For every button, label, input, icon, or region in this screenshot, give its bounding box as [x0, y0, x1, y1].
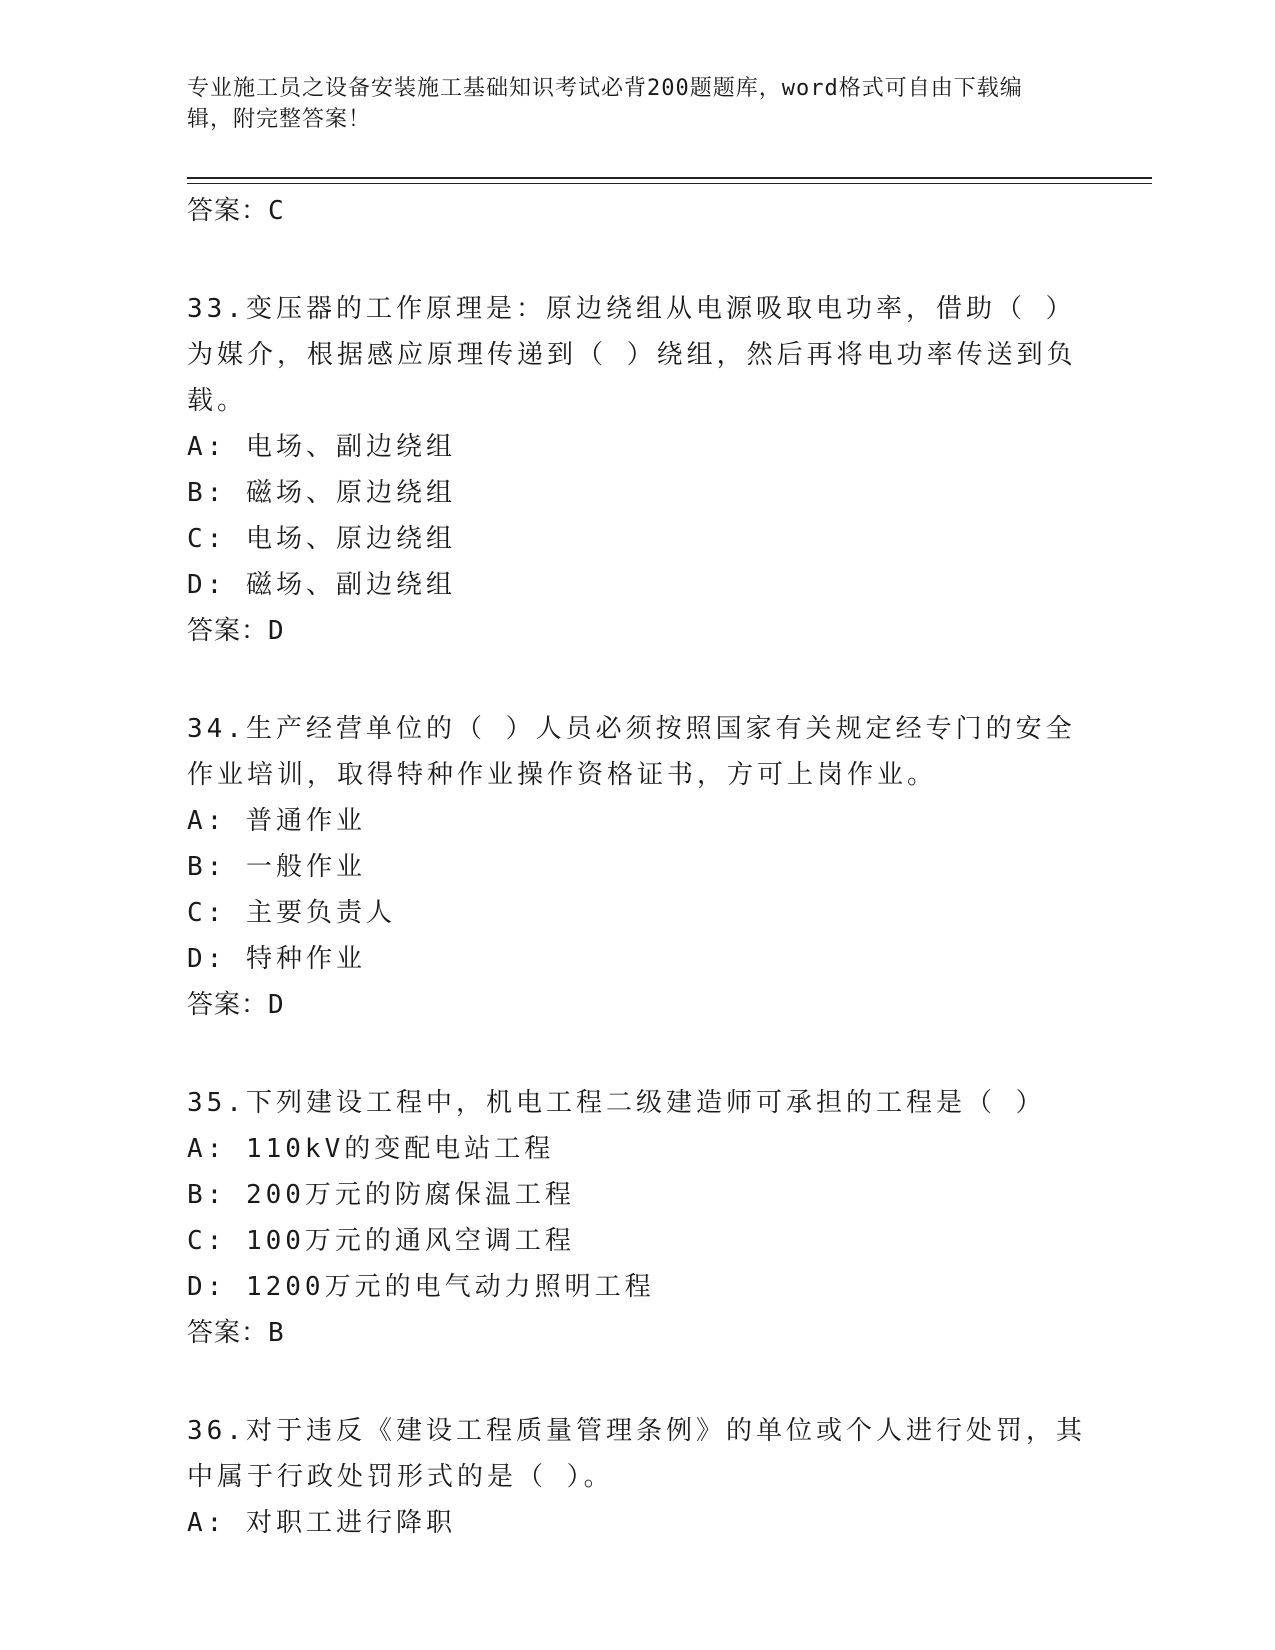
- answer-line: [187, 188, 1087, 234]
- question-stem: 34.生产经营单位的（ ）人员必须按照国家有关规定经专门的安全作业培训，取得特种作业操作资格证书，方可上岗作业。: [187, 714, 1076, 790]
- answer-label: 答案：: [187, 1318, 269, 1348]
- option-b: B: 磁场、原边绕组: [187, 478, 456, 508]
- spacer: [187, 234, 1087, 286]
- spacer: [187, 1028, 1087, 1080]
- header-divider-thin: [187, 183, 1152, 184]
- option-a: A: 电场、副边绕组: [187, 432, 456, 462]
- answer-value: C: [268, 196, 285, 226]
- question-block: [187, 286, 1087, 654]
- question-block: [187, 706, 1087, 1028]
- question-stem: 36.对于违反《建设工程质量管理条例》的单位或个人进行处罚，其中属于行政处罚形式的是（ ）。: [187, 1416, 1086, 1492]
- header-divider-thick: [187, 177, 1152, 179]
- option-c: C: 100万元的通风空调工程: [187, 1226, 575, 1256]
- answer-value: D: [268, 616, 285, 646]
- answer-label: 答案：: [187, 196, 269, 226]
- question-list: [187, 188, 1087, 1546]
- option-a: A: 对职工进行降职: [187, 1508, 456, 1538]
- option-a: A: 普通作业: [187, 806, 366, 836]
- option-b: B: 200万元的防腐保温工程: [187, 1180, 575, 1210]
- answer-value: B: [268, 1318, 285, 1348]
- option-a: A: 110kV的变配电站工程: [187, 1134, 555, 1164]
- answer-line: [187, 1310, 1087, 1356]
- spacer: [187, 654, 1087, 706]
- answer-value: D: [268, 990, 285, 1020]
- spacer: [187, 1356, 1087, 1408]
- option-d: D: 特种作业: [187, 944, 366, 974]
- question-block: [187, 1408, 1087, 1546]
- question-block: [187, 1080, 1087, 1356]
- option-c: C: 主要负责人: [187, 898, 396, 928]
- answer-line: [187, 982, 1087, 1028]
- question-stem: 35.下列建设工程中，机电工程二级建造师可承担的工程是（ ）: [187, 1088, 1046, 1118]
- option-c: C: 电场、原边绕组: [187, 524, 456, 554]
- option-d: D: 磁场、副边绕组: [187, 570, 456, 600]
- answer-label: 答案：: [187, 990, 269, 1020]
- option-d: D: 1200万元的电气动力照明工程: [187, 1272, 655, 1302]
- option-b: B: 一般作业: [187, 852, 366, 882]
- answer-line: [187, 608, 1087, 654]
- question-stem: 33.变压器的工作原理是：原边绕组从电源吸取电功率，借助（ ）为媒介，根据感应原理传递到（ ）绕组，然后再将电功率传送到负载。: [187, 294, 1077, 416]
- answer-label: 答案：: [187, 616, 269, 646]
- document-header: 专业施工员之设备安装施工基础知识考试必背200题题库，word格式可自由下载编辑，附完整答案！: [187, 76, 1023, 132]
